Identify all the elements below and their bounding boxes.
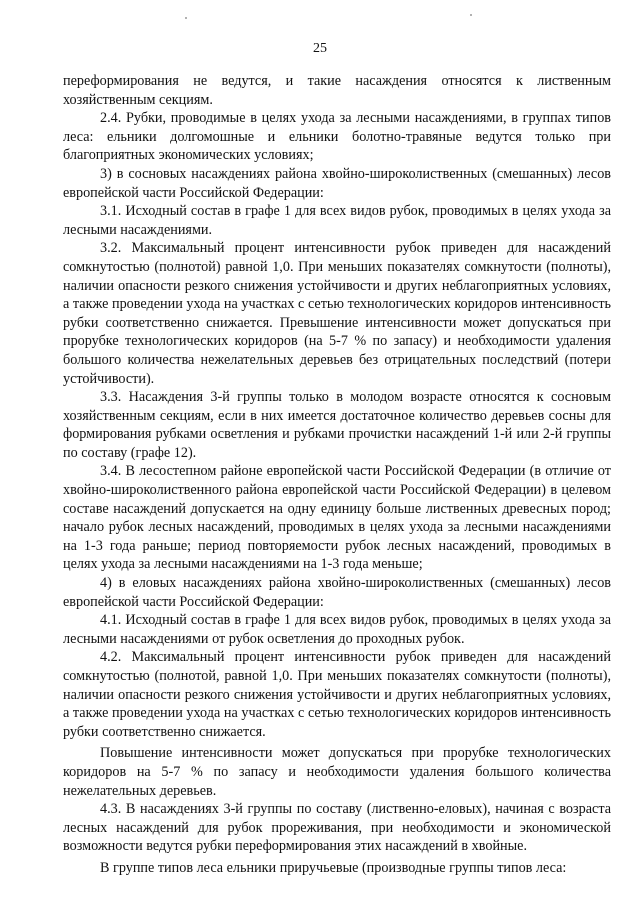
paragraph-3-3: 3.3. Насаждения 3-й группы только в молодом возрасте относятся к сосновым хозяйственным секциям, если в них имеется достаточное количество деревьев сосны для формирования рубками осветления и рубками прочистки насаждений 1-й или 2-й группы по составу (графе 12). — [63, 389, 611, 461]
paragraph-forest-types: В группе типов леса ельники приручьевые (производные группы типов леса: — [100, 859, 567, 876]
paragraph-intensity-increase: Повышение интенсивности может допускаться при прорубке технологических коридоров на 5-7 % по запасу и необходимости удаления большого количества нежелательных деревьев. — [63, 745, 611, 799]
document-body — [63, 72, 611, 878]
paragraph-continuation: переформирования не ведутся, и такие насаждения относятся к лиственным хозяйственным секциям. — [63, 73, 611, 108]
scan-speck — [470, 14, 472, 16]
page-number: 25 — [313, 41, 327, 56]
paragraph-2-4: 2.4. Рубки, проводимые в целях ухода за лесными насаждениями, в группах типов леса: ельники долгомошные и ельники болотно-травяные ведутся только при благоприятных экономических условиях; — [63, 110, 611, 164]
paragraph-4-3: 4.3. В насаждениях 3-й группы по составу (лиственно-еловых), начиная с возраста лесных насаждений для рубок прореживания, при необходимости и экономической возможности ведутся рубки переформирования этих насаждений в хвойные. — [63, 801, 611, 855]
paragraph-item-3: 3) в сосновых насаждениях района хвойно-широколиственных (смешанных) лесов европейской части Российской Федерации: — [63, 165, 611, 201]
paragraph-item-4: 4) в еловых насаждениях района хвойно-широколиственных (смешанных) лесов европейской части Российской Федерации: — [63, 575, 611, 610]
paragraph-3-2: 3.2. Максимальный процент интенсивности рубок приведен для насаждений сомкнутостью (полнотой) равной 1,0. При меньших показателях сомкнутости (полноты), наличии опасности резкого снижения устойчивости и других неблагоприятных условиях, а также проведении ухода на участках с сетью технологических коридоров интенсивность рубки соответственно снижается. Превышение интенсивности может допускаться при прорубке технологических коридоров (на 5-7 % по запасу) и необходимости удаления большого количества нежелательных деревьев без отрицательных последствий (потери устойчивости). — [63, 240, 611, 387]
paragraph-3-1: 3.1. Исходный состав в графе 1 для всех видов рубок, проводимых в целях ухода за лесными насаждениями. — [63, 203, 611, 238]
paragraph-4-2: 4.2. Максимальный процент интенсивности рубок приведен для насаждений сомкнутостью (полнотой, равной 1,0. При меньших показателях сомкнутости (полноты), наличии опасности резкого снижения устойчивости и других неблагоприятных условиях, а также проведении ухода на участках с сетью технологических коридоров интенсивность рубки соответственно снижается. — [63, 649, 611, 740]
scan-speck — [185, 17, 187, 19]
paragraph-4-1: 4.1. Исходный состав в графе 1 для всех видов рубок, проводимых в целях ухода за лесными насаждениями от рубок осветления до проходных рубок. — [63, 612, 611, 647]
paragraph-3-4: 3.4. В лесостепном районе европейской части Российской Федерации (в отличие от хвойно-широколиственного района европейской части Российской Федерации) в целевом составе насаждений допускается на одну единицу больше лиственных древесных пород; начало рубок лесных насаждений, проводимых в целях ухода за лесными насаждениями на 1-3 года раньше; период повторяемости рубок лесных насаждений, проводимых в целях ухода за лесными насаждениями на 1-3 года меньше; — [63, 463, 611, 573]
